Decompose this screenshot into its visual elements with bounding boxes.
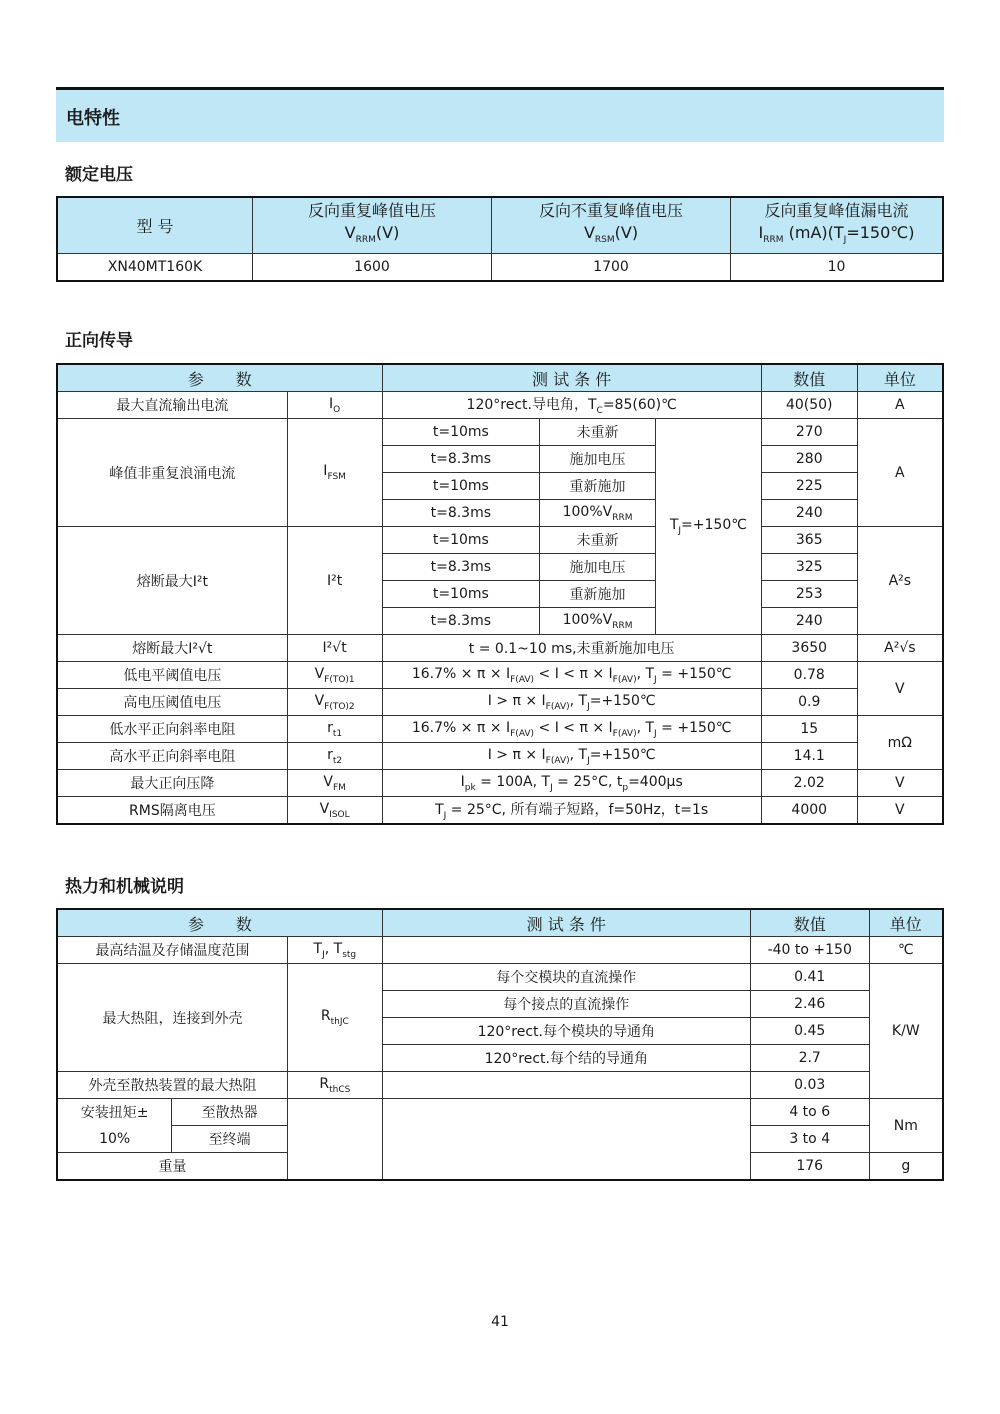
- unit: A²s: [857, 527, 943, 635]
- symbol: $V_{F(TO)1}$: [287, 662, 382, 689]
- unit: V: [857, 797, 943, 825]
- voltage-cond: $100\%V_{RRM}$: [540, 500, 656, 527]
- voltage-cond: 重新施加: [540, 473, 656, 500]
- time-cond: t=8.3ms: [382, 446, 540, 473]
- symbol: [287, 1099, 382, 1181]
- value: 280: [761, 446, 857, 473]
- table-header-row: [57, 909, 943, 937]
- cond-header: 测 试 条 件: [382, 364, 761, 392]
- param-header: 参 数: [57, 364, 382, 392]
- value: 0.41: [750, 964, 869, 991]
- param-name: 熔断最大I²√t: [57, 635, 287, 662]
- param-name: 最大直流输出电流: [57, 392, 287, 419]
- vrrm-cell: 1600: [253, 253, 492, 281]
- unit: Nm: [869, 1099, 943, 1153]
- tj-cond: $T_J=+150℃$: [655, 419, 761, 635]
- unit: A: [857, 419, 943, 527]
- table-row: [57, 716, 943, 743]
- unit: K/W: [869, 964, 943, 1099]
- param-name: 低电平阈值电压: [57, 662, 287, 689]
- vrsm-cell: 1700: [492, 253, 731, 281]
- symbol: $T_J$, $T_{stg}$: [287, 937, 382, 964]
- param-header: 参 数: [57, 909, 382, 937]
- condition: $I > \pi \times I_{F(AV)}$, $T_J=+150℃$: [382, 689, 761, 716]
- value: 365: [761, 527, 857, 554]
- table-row: [57, 770, 943, 797]
- irrm-header: 反向重复峰值漏电流 $I_{RRM}$ $(mA)(T_J=150℃)$: [731, 197, 944, 253]
- condition: 120°rect.每个结的导通角: [382, 1045, 750, 1072]
- symbol: $V_{ISOL}$: [287, 797, 382, 825]
- value: 2.02: [761, 770, 857, 797]
- condition: 120°rect.每个模块的导通角: [382, 1018, 750, 1045]
- forward-table: [56, 363, 944, 825]
- table-row: [57, 253, 943, 281]
- param-name: RMS隔离电压: [57, 797, 287, 825]
- symbol: $I_O$: [287, 392, 382, 419]
- unit-header: 单位: [857, 364, 943, 392]
- vrsm-header: 反向不重复峰值电压 $V_{RSM}(V)$: [492, 197, 731, 253]
- unit: A²√s: [857, 635, 943, 662]
- unit: ℃: [869, 937, 943, 964]
- value: -40 to +150: [750, 937, 869, 964]
- unit: V: [857, 662, 943, 716]
- param-name: 峰值非重复浪涌电流: [57, 419, 287, 527]
- condition: [382, 1099, 750, 1181]
- value: 0.9: [761, 689, 857, 716]
- condition: 120°rect.导电角，$T_C=85(60)℃$: [382, 392, 761, 419]
- symbol: $r_{t2}$: [287, 743, 382, 770]
- condition: $I > \pi \times I_{F(AV)}$, $T_J=+150℃$: [382, 743, 761, 770]
- table-row: [57, 937, 943, 964]
- table-row: [57, 797, 943, 825]
- section-banner: [56, 87, 944, 142]
- table-row: [57, 1072, 943, 1099]
- value: 3 to 4: [750, 1126, 869, 1153]
- voltage-cond: 重新施加: [540, 581, 656, 608]
- value: 253: [761, 581, 857, 608]
- unit: g: [869, 1153, 943, 1181]
- param-name: 低水平正向斜率电阻: [57, 716, 287, 743]
- model-cell: XN40MT160K: [57, 253, 253, 281]
- condition: $T_J = 25^\circ C$, 所有端子短路，f=50Hz，t=1s: [382, 797, 761, 825]
- time-cond: t=8.3ms: [382, 554, 540, 581]
- value: 240: [761, 608, 857, 635]
- value-header: 数值: [761, 364, 857, 392]
- param-name: 重量: [57, 1153, 287, 1181]
- table-row: [57, 964, 943, 991]
- value: 40(50): [761, 392, 857, 419]
- unit-header: 单位: [869, 909, 943, 937]
- time-cond: t=8.3ms: [382, 608, 540, 635]
- param-name: 高水平正向斜率电阻: [57, 743, 287, 770]
- param-name: 安装扭矩± 10%: [57, 1099, 172, 1153]
- symbol: $I_{FSM}$: [287, 419, 382, 527]
- irrm-cell: 10: [731, 253, 944, 281]
- forward-heading: 正向传导: [65, 331, 133, 351]
- symbol: $V_{F(TO)2}$: [287, 689, 382, 716]
- symbol: $r_{t1}$: [287, 716, 382, 743]
- value: 2.46: [750, 991, 869, 1018]
- unit: V: [857, 770, 943, 797]
- cond-header: 测 试 条 件: [382, 909, 750, 937]
- value: 325: [761, 554, 857, 581]
- table-row: [57, 527, 943, 554]
- value: 0.03: [750, 1072, 869, 1099]
- value: 225: [761, 473, 857, 500]
- condition: $16.7\% \times \pi \times I_{F(AV)} < I < \pi \times I_{F(AV)}$, $T_J$ = +150℃: [382, 716, 761, 743]
- page-number: 41: [491, 1314, 509, 1330]
- voltage-cond: 施加电压: [540, 554, 656, 581]
- table-row: [57, 392, 943, 419]
- param-name: 熔断最大I²t: [57, 527, 287, 635]
- value-header: 数值: [750, 909, 869, 937]
- symbol: I²t: [287, 527, 382, 635]
- symbol: $R_{thJC}$: [287, 964, 382, 1072]
- condition: $I_{pk} = 100A$, $T_J = 25^\circ C$, $t_p=400\mu s$: [382, 770, 761, 797]
- value: 14.1: [761, 743, 857, 770]
- time-cond: t=10ms: [382, 581, 540, 608]
- value: 3650: [761, 635, 857, 662]
- table-row: [57, 662, 943, 689]
- table-row: [57, 689, 943, 716]
- condition: [382, 1072, 750, 1099]
- param-name: 高电压阈值电压: [57, 689, 287, 716]
- voltage-cond: 施加电压: [540, 446, 656, 473]
- value: 0.78: [761, 662, 857, 689]
- condition: [382, 937, 750, 964]
- value: 176: [750, 1153, 869, 1181]
- value: 15: [761, 716, 857, 743]
- symbol: $V_{FM}$: [287, 770, 382, 797]
- param-name: 最大正向压降: [57, 770, 287, 797]
- symbol: $R_{thCS}$: [287, 1072, 382, 1099]
- value: 4 to 6: [750, 1099, 869, 1126]
- time-cond: t=10ms: [382, 419, 540, 446]
- value: 0.45: [750, 1018, 869, 1045]
- symbol: I²√t: [287, 635, 382, 662]
- table-header-row: [57, 364, 943, 392]
- condition: t = 0.1~10 ms,未重新施加电压: [382, 635, 761, 662]
- value: 270: [761, 419, 857, 446]
- param-sub: 至散热器: [172, 1099, 288, 1126]
- time-cond: t=8.3ms: [382, 500, 540, 527]
- voltage-cond: 未重新: [540, 419, 656, 446]
- voltage-cond: $100\%V_{RRM}$: [540, 608, 656, 635]
- thermal-table: [56, 908, 944, 1181]
- table-row: [57, 419, 943, 446]
- condition: 每个接点的直流操作: [382, 991, 750, 1018]
- page-title: 电特性: [66, 108, 120, 129]
- unit: mΩ: [857, 716, 943, 770]
- condition: 每个交模块的直流操作: [382, 964, 750, 991]
- table-row: [57, 635, 943, 662]
- time-cond: t=10ms: [382, 527, 540, 554]
- rated-table: [56, 196, 944, 282]
- value: 4000: [761, 797, 857, 825]
- condition: $16.7\% \times \pi \times I_{F(AV)} < I < \pi \times I_{F(AV)}$, $T_J$ = +150℃: [382, 662, 761, 689]
- param-name: 最大热阻，连接到外壳: [57, 964, 287, 1072]
- param-sub: 至终端: [172, 1126, 288, 1153]
- voltage-cond: 未重新: [540, 527, 656, 554]
- thermal-heading: 热力和机械说明: [65, 877, 184, 897]
- rated-heading: 额定电压: [65, 165, 133, 185]
- param-name: 最高结温及存储温度范围: [57, 937, 287, 964]
- value: 2.7: [750, 1045, 869, 1072]
- time-cond: t=10ms: [382, 473, 540, 500]
- unit: A: [857, 392, 943, 419]
- model-header: 型 号: [57, 197, 253, 253]
- param-name: 外壳至散热装置的最大热阻: [57, 1072, 287, 1099]
- value: 240: [761, 500, 857, 527]
- table-row: [57, 1099, 943, 1126]
- table-row: [57, 743, 943, 770]
- vrrm-header: 反向重复峰值电压 $V_{RRM}(V)$: [253, 197, 492, 253]
